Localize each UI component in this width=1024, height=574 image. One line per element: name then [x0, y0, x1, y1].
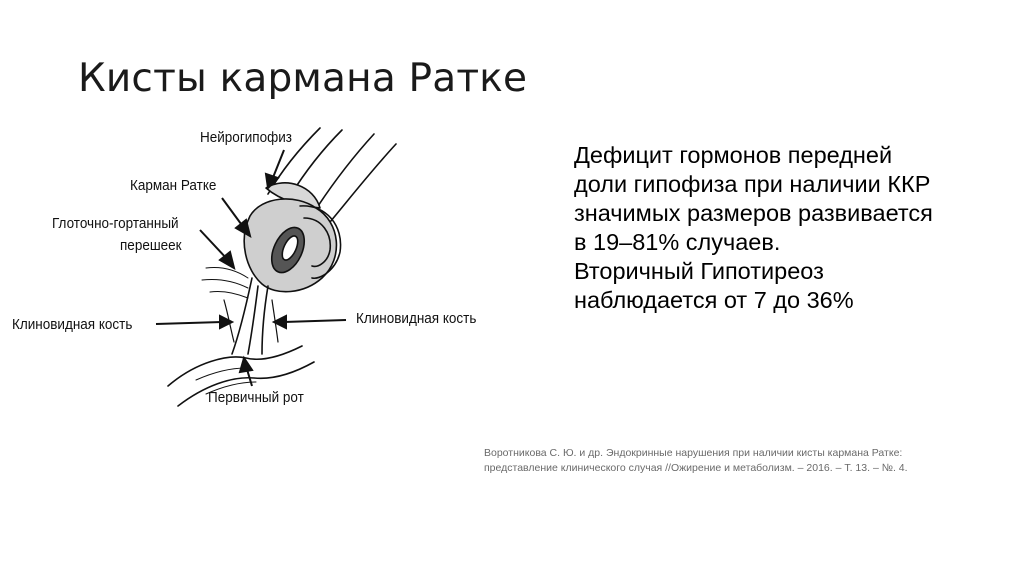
- rathke-pouch-illustration: [0, 110, 560, 430]
- stalk-inner: [248, 286, 258, 354]
- citation-line: представление клинического случая //Ожирение и метаболизм. – 2016. – Т. 13. – №. 4.: [484, 462, 908, 474]
- mouth-upper: [168, 346, 302, 386]
- body-line: Вторичный Гипотиреоз: [574, 258, 824, 284]
- label-sphenoid-right: Клиновидная кость: [356, 310, 477, 327]
- slide-title: Кисты кармана Ратке: [78, 56, 528, 101]
- isthmus-hatch: [202, 267, 248, 298]
- stalk-left: [232, 278, 252, 354]
- stalk-outline-4: [330, 144, 396, 222]
- body-line: значимых размеров развивается: [574, 200, 933, 226]
- arrow-neurohypophysis: [272, 150, 284, 180]
- arrow-primary-mouth-head: [240, 358, 252, 372]
- body-line: наблюдается от 7 до 36%: [574, 287, 854, 313]
- body-line: в 19–81% случаев.: [574, 229, 781, 255]
- label-primary-mouth: Первичный рот: [208, 389, 304, 406]
- arrow-isthmus: [200, 230, 228, 260]
- body-line: доли гипофиза при наличии ККР: [574, 171, 931, 197]
- anatomy-figure: [0, 110, 560, 430]
- label-pharyngeal-isthmus-line2: перешеек: [120, 237, 182, 254]
- stalk-outline-3: [318, 134, 374, 206]
- arrow-sphenoid-right: [284, 320, 346, 322]
- stalk-right: [262, 286, 268, 354]
- label-neurohypophysis: Нейрогипофиз: [200, 129, 292, 146]
- label-pharyngeal-isthmus-line1: Глоточно-гортанный: [52, 215, 179, 232]
- body-line: Дефицит гормонов передней: [574, 142, 893, 168]
- body-text: [574, 141, 1004, 315]
- citation: [484, 446, 1004, 476]
- arrow-sphenoid-left: [156, 322, 222, 324]
- label-rathke-pouch: Карман Ратке: [130, 177, 217, 194]
- label-sphenoid-left: Клиновидная кость: [12, 316, 133, 333]
- citation-line: Воротникова С. Ю. и др. Эндокринные нарушения при наличии кисты кармана Ратке:: [484, 447, 903, 459]
